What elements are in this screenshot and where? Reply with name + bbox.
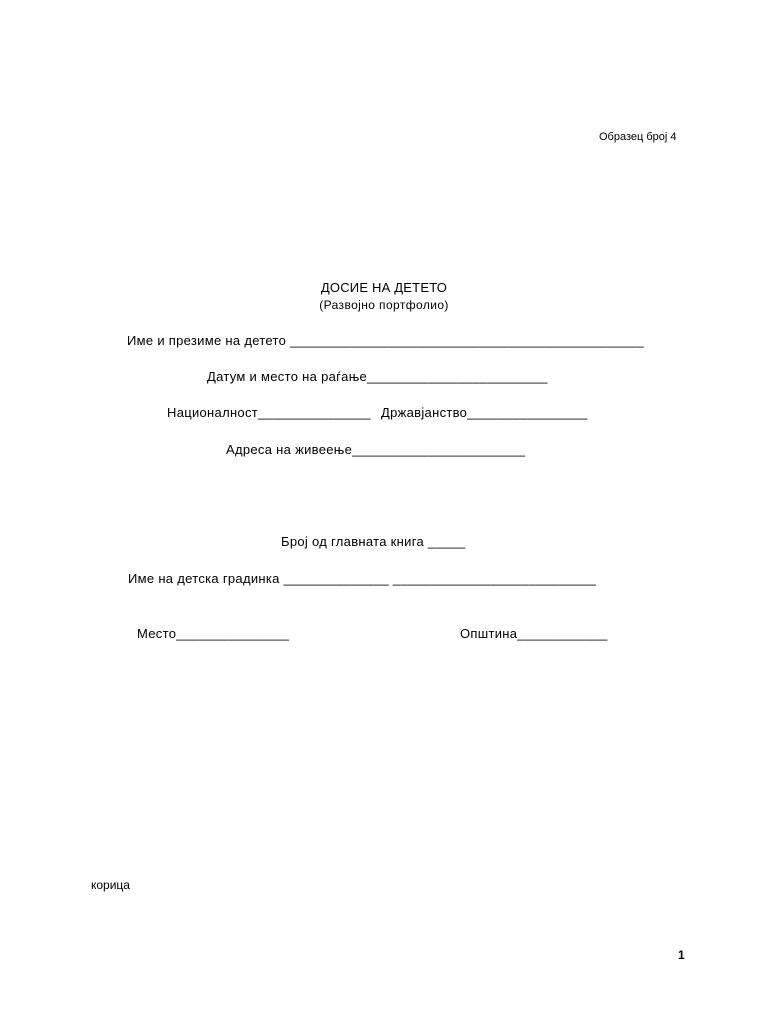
citizenship-field: Државјанство________________ <box>381 405 588 420</box>
child-name-field: Име и презиме на детето _______________________________________________ <box>127 333 644 348</box>
form-number: Образец број 4 <box>599 131 677 143</box>
main-book-number-field: Број од главната книга _____ <box>281 534 466 549</box>
municipality-field: Општина____________ <box>460 626 608 641</box>
cover-label: корица <box>91 878 130 892</box>
nationality-field: Националност_______________ <box>167 405 371 420</box>
address-field: Адреса на живеење_______________________ <box>226 442 526 457</box>
kindergarten-name-field: Име на детска градинка ______________ ___________________________ <box>128 571 597 586</box>
birth-date-place-field: Датум и место на раѓање________________________ <box>207 369 548 384</box>
document-subtitle: (Развојно портфолио) <box>319 298 449 312</box>
document-title: ДОСИЕ НА ДЕТЕТО <box>320 280 448 295</box>
place-field: Место_______________ <box>137 626 290 641</box>
page-number: 1 <box>678 948 685 962</box>
